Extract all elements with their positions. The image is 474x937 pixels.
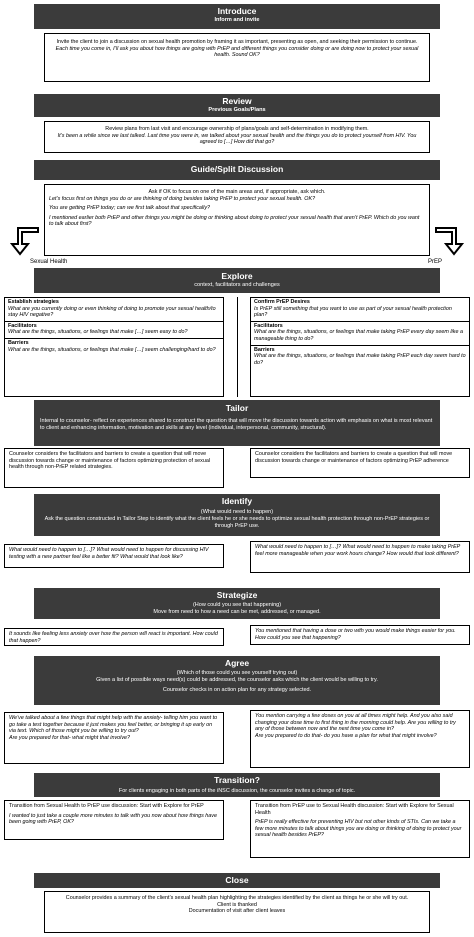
close-summary: Counselor provides a summary of the client’s sexual health plan highlighting the strategies identified by the client as things he or she will try out.: [65, 895, 409, 901]
strategize-band: [34, 601, 440, 619]
explore-subtitle: context, facilitators and challenges: [194, 282, 280, 288]
agree-left-check: Are you prepared for that- what might that involve?: [9, 734, 131, 741]
identify-left-text: What would need to happen to […]? What would need to happen for discussing HIV testing with a new partner feel like a better fit? What would that look like?: [9, 547, 209, 560]
close-thanks: Client is thanked: [217, 901, 257, 908]
close-box: [44, 891, 430, 933]
agree-check-in: Counselor checks in on action plan for any strategy selected.: [162, 686, 312, 693]
tailor-left-text: Counselor considers the facilitators and barriers to create a question that will move discussion towards change or maintenance of factors optimizing protection of sexual health through non-PrEP related strategies.: [9, 451, 211, 471]
cell-text: What are the things, situations, or feelings that make taking PrEP each day seem hard to do?: [254, 353, 466, 366]
agree-band: [34, 669, 440, 705]
agree-prep-box: [250, 710, 470, 768]
introduce-box: [44, 33, 430, 82]
guide-text: Ask if OK to focus on one of the main areas and, if appropriate, ask which.: [148, 189, 326, 195]
transition-left-text: I wanted to just take a couple more minutes to talk with you now about how things have been going with PrEP, OK?: [9, 812, 217, 826]
explore-sexual-health-box: [4, 297, 224, 397]
guide-header: [34, 160, 440, 180]
strategize-sexual-health-box: [4, 628, 224, 646]
strategize-prep-box: [250, 625, 470, 645]
explore-title: Explore: [221, 271, 253, 281]
strategize-question: (How could you see that happening): [192, 602, 282, 608]
introduce-subtitle: Inform and invite: [214, 17, 260, 23]
guide-example-choice: I mentioned earlier both PrEP and other things you might be doing or thinking about doing to protect your sexual health that aren’t PrEP. Which do you want to talk about first?: [49, 214, 420, 228]
left-split-arrow-icon: [8, 224, 40, 256]
transition-right-heading: Transition from PrEP use to Sexual Health discussion: Start with Explore for Sexual Health: [255, 803, 454, 816]
agree-header: [34, 656, 440, 669]
review-example: It’s been a while since we last talked. Last time you were in, we talked about your sexual health and the things you do to protect yourself from HIV. You agreed to […] How did that go?: [57, 132, 417, 146]
explore-left-establish-strategies: [5, 298, 223, 322]
right-split-arrow-icon: [434, 224, 466, 256]
guide-box: [44, 184, 430, 256]
cell-text: What are the things, situations, or feelings that make taking PrEP every day seem like a manageable thing to do?: [254, 329, 463, 342]
introduce-title: Introduce: [217, 6, 257, 16]
agree-right-check: Are you prepared to do that- do you have a plan for what that might involve?: [255, 732, 437, 739]
close-documentation: Documentation of visit after client leaves: [188, 908, 286, 915]
agree-left-text: We’ve talked about a few things that might help with the anxiety- telling him you want to go take a test together because it just makes you feel better, or bringing it up early on via text. Which of those might you be willing to try out?: [9, 715, 218, 735]
identify-band: [34, 508, 440, 536]
identify-sexual-health-box: [4, 544, 224, 568]
tailor-prep-box: [250, 448, 470, 478]
identify-right-text: What would need to happen to […]? What would need to happen to make taking PrEP feel more manageable when your work hours change? How would that look different?: [255, 544, 461, 557]
close-title: Close: [225, 875, 249, 885]
guide-example-prep: You are getting PrEP today; can we first talk about that specifically?: [49, 205, 211, 212]
agree-question: (Which of those could you see yourself trying out): [176, 670, 298, 676]
strategize-header: [34, 588, 440, 601]
explore-prep-box: [250, 297, 470, 397]
tailor-right-text: Counselor considers the facilitators and barriers to create a question that will move discussion towards change or maintenance of factors optimizing PrEP adherence: [255, 451, 453, 464]
explore-header: [34, 268, 440, 293]
guide-example-sexual-health: Let’s focus first on things you do or are thinking of doing besides taking PrEP to protect your sexual health. OK?: [49, 195, 316, 202]
agree-right-text: You mention carrying a few doses on you at all times might help. And you also said changing your dose time to first thing in the morning could help. Are you willing to try any of those between now and the next time you come in?: [255, 713, 456, 733]
cell-heading: Confirm PrEP Desires: [254, 299, 310, 305]
review-box: [44, 121, 430, 153]
sexual-health-label: Sexual Health: [30, 259, 68, 265]
tailor-title: Tailor: [225, 403, 249, 413]
transition-title: Transition?: [214, 775, 260, 785]
transition-right-text: PrEP is really effective for preventing HIV but not other kinds of STIs. Can we take a few more minutes to talk about things you are doing or thinking of doing to protect your sexual health besides PrEP?: [255, 819, 462, 839]
review-title: Review: [222, 96, 252, 106]
review-text: Review plans from last visit and encourage ownership of plans/goals and self-determination in modifying them.: [105, 126, 369, 132]
cell-text: What are you currently doing or even thinking of doing to promote your sexual health/to stay HIV negative?: [8, 305, 216, 319]
tailor-sexual-health-box: [4, 448, 224, 488]
connector-line: [237, 297, 238, 397]
guide-title: Guide/Split Discussion: [190, 164, 284, 174]
transition-sexual-health-box: [4, 800, 224, 840]
strategize-right-text: You mentioned that having a dose or two with you would make things easier for you. How could you see that happening?: [255, 628, 456, 641]
transition-left-heading: Transition from Sexual Health to PrEP use discussion: Start with Explore for PrEP: [9, 803, 204, 809]
transition-header: [34, 773, 440, 787]
cell-heading: Facilitators: [254, 322, 283, 329]
prep-label: PrEP: [428, 259, 443, 265]
explore-right-facilitators: [251, 322, 469, 346]
strategize-description: Move from need to how a need can be met, addressed, or managed.: [153, 608, 321, 615]
cell-text: Is PrEP still something that you want to use as part of your sexual health protection plan?: [254, 305, 452, 319]
transition-prep-box: [250, 800, 470, 858]
introduce-text: Invite the client to join a discussion on sexual health promotion by framing it as important, presenting as open, and seeking their permission to continue.: [56, 39, 418, 45]
introduce-header: [34, 4, 440, 29]
identify-question: (What would need to happen): [200, 509, 274, 515]
cell-heading: Barriers: [8, 339, 29, 346]
review-header: [34, 94, 440, 117]
explore-right-barriers: [251, 346, 469, 369]
agree-description: Given a list of possible ways need(s) could be addressed, the counselor asks which the client would be willing to try.: [96, 676, 378, 683]
explore-right-confirm-prep: [251, 298, 469, 322]
identify-header: [34, 494, 440, 508]
cell-heading: Facilitators: [8, 322, 37, 329]
tailor-band: [34, 416, 440, 446]
explore-left-barriers: [5, 339, 223, 355]
review-subtitle: Previous Goals/Plans: [208, 107, 266, 113]
cell-heading: Barriers: [254, 346, 275, 353]
strategize-title: Strategize: [216, 590, 258, 600]
agree-title: Agree: [224, 658, 250, 668]
tailor-description: Internal to counselor- reflect on experiences shared to construct the question that will move the discussion towards action with emphasis on what is most relevant to client and enhancing information, motivation and skills at any level (individual, interpersonal, community, structural).: [40, 418, 433, 431]
identify-description: Ask the question constructed in Tailor Step to identify what the client feels he or she needs to optimize sexual health protection through non-PrEP strategies or through PrEP use.: [44, 515, 430, 529]
close-header: [34, 873, 440, 888]
cell-text: What are the things, situations, or feelings that make […] seem easy to do?: [8, 329, 188, 336]
transition-band: [34, 787, 440, 797]
agree-sexual-health-box: [4, 712, 224, 764]
tailor-header: [34, 400, 440, 416]
strategize-left-text: It sounds like feeling less anxiety over how the person will react is important. How could that happen?: [9, 631, 218, 644]
explore-left-facilitators: [5, 322, 223, 339]
identify-title: Identify: [221, 496, 253, 506]
introduce-example: Each time you come in, I’ll ask you about how things are going with PrEP and different things you consider doing or are doing now to protect your sexual health. Sound OK?: [55, 45, 419, 59]
transition-description: For clients engaging in both parts of the iNSC discussion, the counselor invites a change of topic.: [118, 788, 356, 794]
identify-prep-box: [250, 541, 470, 573]
cell-text: What are the things, situations, or feelings that make […] seem challenging/hard to do?: [8, 346, 216, 353]
cell-heading: Establish strategies: [8, 299, 59, 305]
